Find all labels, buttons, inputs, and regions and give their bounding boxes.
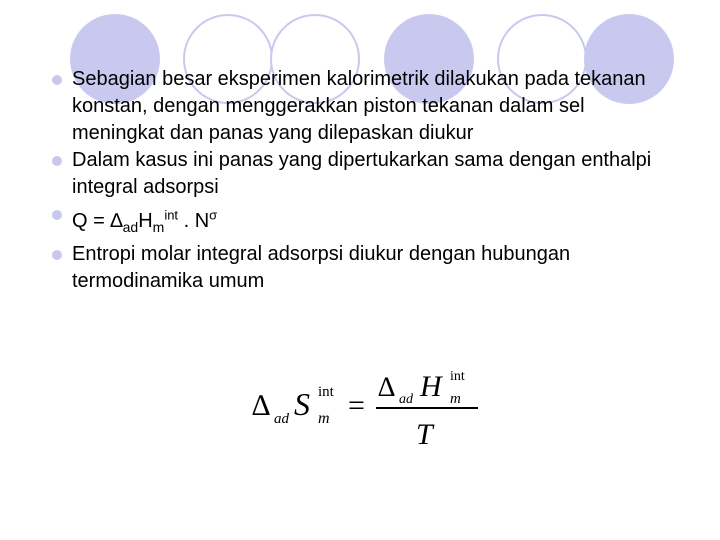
bullet-item — [52, 241, 672, 295]
num-subscript-m: m — [450, 391, 461, 407]
bullet-dot-icon — [52, 210, 62, 220]
bullet-list — [52, 66, 672, 295]
n-term: . N — [178, 209, 210, 232]
lhs-subscript-m: m — [318, 410, 330, 427]
num-delta: ∆ — [378, 372, 396, 403]
den-t: T — [416, 418, 433, 451]
h-symbol: H — [138, 209, 153, 232]
superscript-int: int — [164, 207, 179, 222]
bullet-text: Sebagian besar eksperimen kalorimetrik dilakukan pada tekanan konstan, dengan menggerakkan piston tekanan dalam sel meningkat dan panas yang dilepaskan diukur — [72, 68, 646, 144]
bullet-dot-icon — [52, 75, 62, 85]
subscript-ad: ad — [122, 218, 139, 235]
num-subscript-ad: ad — [399, 392, 413, 407]
bullet-text: Dalam kasus ini panas yang dipertukarkan sama dengan enthalpi integral adsorpsi — [72, 149, 652, 198]
lhs-superscript-int: int — [318, 384, 334, 400]
bullet-item — [52, 147, 672, 201]
bullet-dot-icon — [52, 250, 62, 260]
lhs-subscript-ad: ad — [274, 411, 289, 427]
num-h: H — [420, 370, 442, 403]
q-equation — [72, 207, 218, 235]
delta-symbol: ∆ — [110, 209, 123, 232]
num-superscript-int: int — [450, 370, 465, 384]
subscript-m: m — [152, 218, 165, 235]
bullet-dot-icon — [52, 156, 62, 166]
equals-sign: = — [348, 389, 365, 422]
lhs-delta: ∆ — [252, 389, 271, 422]
q-prefix: Q = — [72, 209, 111, 232]
entropy-formula — [244, 370, 504, 460]
bullet-item — [52, 66, 672, 147]
lhs-s: S — [294, 386, 310, 422]
bullet-text: Entropi molar integral adsorpsi diukur dengan hubungan termodinamika umum — [72, 242, 571, 292]
superscript-sigma: σ — [209, 207, 218, 222]
bullet-item — [52, 201, 672, 241]
